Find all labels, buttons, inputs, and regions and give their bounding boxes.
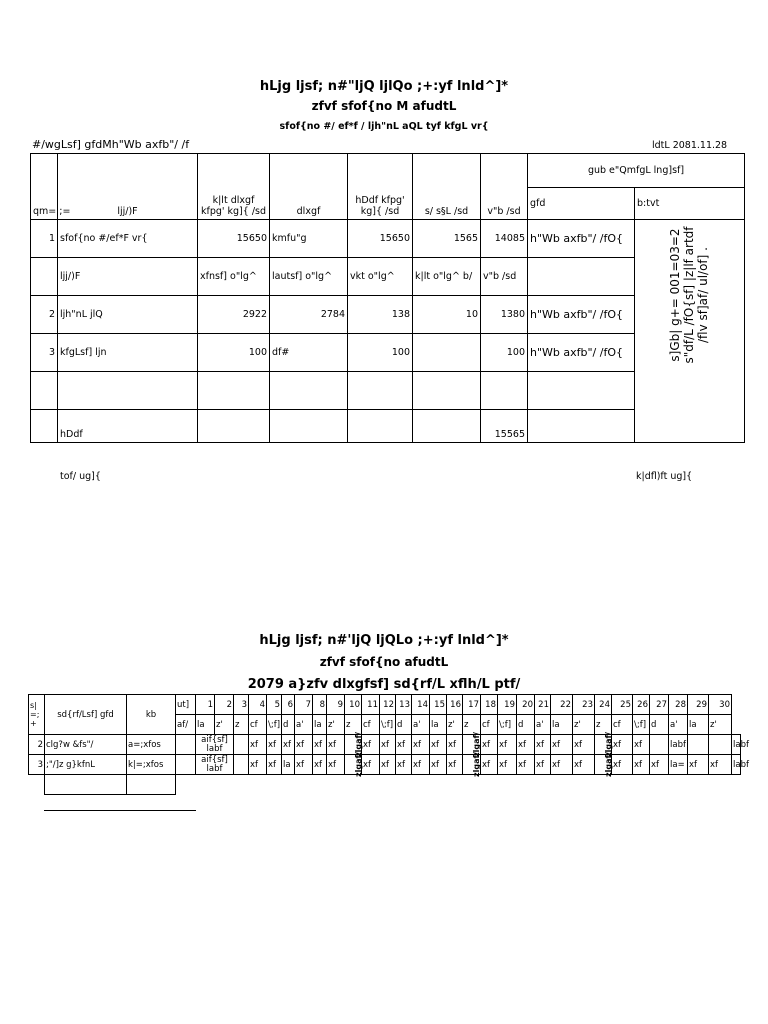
page2-subtitle: zfvf sfof{no afudtL	[319, 655, 449, 669]
day-5: 5	[267, 695, 282, 715]
day-3: 3	[234, 695, 249, 715]
attendance-cell: xf	[447, 755, 463, 775]
attendance-cell: xf	[430, 735, 447, 755]
row5-sn	[31, 372, 58, 410]
weekday-3: z	[234, 715, 249, 735]
row6-month	[270, 410, 348, 443]
attendance-cell: xf	[612, 735, 633, 755]
attendance-cell: labf	[669, 735, 688, 755]
day-18: 18	[481, 695, 498, 715]
day-1: 1	[196, 695, 215, 715]
day-14: 14	[412, 695, 430, 715]
day-12: 12	[380, 695, 396, 715]
row2-month: lautsf] o"lg^	[270, 258, 348, 296]
expense-table	[30, 153, 745, 443]
attendance-cell: xf	[535, 755, 551, 775]
attendance-cell: xf	[412, 755, 430, 775]
attendance-cell: xf	[688, 755, 709, 775]
row2-tax: k|lt o"lg^ b/	[413, 258, 481, 296]
attendance-cell: xf	[573, 755, 595, 775]
day-17: 17	[463, 695, 481, 715]
employee-post: a=;xfos	[127, 735, 176, 755]
attendance-cell: la	[282, 755, 295, 775]
page1-title: hLjg ljsf; n#"ljQ ljlQo ;+:yf lnld^]*	[259, 79, 509, 94]
row3-name: h"Wb axfb"/ /fO{	[528, 296, 635, 334]
employee-row	[29, 755, 741, 775]
total-label: hDdf	[58, 410, 198, 443]
row1-total: 15650	[348, 220, 413, 258]
attendance-cell: xf	[295, 755, 313, 775]
employee-name: ;"/]z g}kfnL	[45, 755, 127, 775]
attendance-cell: xf	[481, 755, 498, 775]
row2-agreed: xfnsf] o"lg^	[198, 258, 270, 296]
weekday-20: d	[517, 715, 535, 735]
row3-tax: 10	[413, 296, 481, 334]
row1-sn: 1	[31, 220, 58, 258]
row5-total	[348, 372, 413, 410]
attendance-cell: xf	[396, 735, 412, 755]
day-25: 25	[612, 695, 633, 715]
weekday-15: la	[430, 715, 447, 735]
weekday-7: a'	[295, 715, 313, 735]
row4-agreed: 100	[198, 334, 270, 372]
row3-month: 2784	[270, 296, 348, 334]
page1-subtitle: zfvf sfof{no M afudtL	[311, 99, 457, 113]
day-6: 6	[282, 695, 295, 715]
day-30: 30	[709, 695, 732, 715]
day-22: 22	[551, 695, 573, 715]
weekday-14: a'	[412, 715, 430, 735]
row1-agreed: 15650	[198, 220, 270, 258]
attendance-cell: xf	[295, 735, 313, 755]
day-28: 28	[669, 695, 688, 715]
row6-total	[348, 410, 413, 443]
attendance-cell: xf	[327, 755, 345, 775]
saturday-label: zlgaf/	[353, 751, 363, 777]
spacer	[176, 775, 732, 795]
attendance-cell: xf	[282, 735, 295, 755]
row5-net	[481, 372, 528, 410]
employee-sn: 3	[29, 755, 45, 775]
row4-total: 100	[348, 334, 413, 372]
attendance-heading: 2079 a}zfv dlxgfsf] sd{rf/L xflh/L ptf/	[247, 677, 521, 692]
holiday-cell	[176, 735, 196, 755]
underline	[44, 810, 196, 811]
row5-agreed	[198, 372, 270, 410]
weekday-12: \;f]	[380, 715, 396, 735]
page1-subheading: sfof{no #/ ef*f / ljh"nL aQL tyf kfgL vr{	[279, 121, 489, 132]
day-26: 26	[633, 695, 650, 715]
saturday-label: zlgaf/	[471, 731, 481, 757]
day-16: 16	[447, 695, 463, 715]
saturday-cell	[595, 751, 613, 777]
attendance-cell: xf	[551, 735, 573, 755]
weekday-17: z	[463, 715, 481, 735]
prepared-by-label: tof/ ug]{	[60, 471, 101, 482]
row1-tax: 1565	[413, 220, 481, 258]
weekday-5: \;f]	[267, 715, 282, 735]
header-net: v"b /sd	[481, 154, 528, 220]
attendance-cell: xf	[498, 735, 517, 755]
attendance-cell: xf	[313, 735, 327, 755]
attendance-cell	[234, 755, 249, 775]
row3-agreed: 2922	[198, 296, 270, 334]
leave-cell: aif{sf] labf	[196, 755, 234, 775]
saturday-label: zlgaf/	[603, 731, 613, 757]
weekday-21: a'	[535, 715, 551, 735]
attendance-cell: xf	[447, 735, 463, 755]
header-month: dlxgf	[270, 154, 348, 220]
attendance-cell: xf	[362, 735, 380, 755]
day-19: 19	[498, 695, 517, 715]
employee-name: clg?w &fs"/	[45, 735, 127, 755]
row1-net: 14085	[481, 220, 528, 258]
day-2: 2	[215, 695, 234, 715]
blank-name-cell	[45, 775, 127, 795]
employee-post: k|=;xfos	[127, 755, 176, 775]
attendance-cell	[650, 735, 669, 755]
weekday-11: cf	[362, 715, 380, 735]
header-subject: ljj/)F	[58, 154, 198, 220]
day-9: 9	[327, 695, 345, 715]
attendance-cell: xf	[551, 755, 573, 775]
spacer	[29, 775, 45, 795]
attendance-cell: xf	[396, 755, 412, 775]
row6-agreed	[198, 410, 270, 443]
attendance-cell: xf	[633, 735, 650, 755]
header-post: kb	[127, 695, 176, 735]
row4-sn: 3	[31, 334, 58, 372]
attendance-cell: xf	[517, 735, 535, 755]
row2-name	[528, 258, 635, 296]
weekday-13: d	[396, 715, 412, 735]
weekday-28: a'	[669, 715, 688, 735]
row2-net: v"b /sd	[481, 258, 528, 296]
attendance-cell: xf	[267, 735, 282, 755]
attendance-cell: xf	[412, 735, 430, 755]
header-serial: qm= ;=	[31, 154, 58, 220]
weekday-18: cf	[481, 715, 498, 735]
saturday-label: zlgaf/	[471, 751, 481, 777]
day-11: 11	[362, 695, 380, 715]
weekday-1: la	[196, 715, 215, 735]
header-agreed: k|lt dlxgf kfpg' kg]{ /sd	[198, 154, 270, 220]
row3-net: 1380	[481, 296, 528, 334]
weekday-24: z	[595, 715, 612, 735]
day-10: 10	[345, 695, 362, 715]
row1-subject: sfof{no #/ef*F vr{	[58, 220, 198, 258]
day-4: 4	[249, 695, 267, 715]
day-15: 15	[430, 695, 447, 715]
row4-subject: kfgLsf] ljn	[58, 334, 198, 372]
row1-name: h"Wb axfb"/ /fO{	[528, 220, 635, 258]
attendance-cell: xf	[430, 755, 447, 775]
header-employee-name: sd{rf/Lsf] gfd	[45, 695, 127, 735]
day-8: 8	[313, 695, 327, 715]
blank-post-cell	[127, 775, 176, 795]
attendance-cell: xf	[650, 755, 669, 775]
day-24: 24	[595, 695, 612, 715]
weekday-4: cf	[249, 715, 267, 735]
weekday-27: d	[650, 715, 669, 735]
attendance-cell: xf	[380, 735, 396, 755]
attendance-cell: xf	[517, 755, 535, 775]
row4-tax	[413, 334, 481, 372]
day-20: 20	[517, 695, 535, 715]
attendance-cell: labf	[732, 735, 741, 755]
row2-total: vkt o"lg^	[348, 258, 413, 296]
header-total-due: hDdf kfpg' kg]{ /sd	[348, 154, 413, 220]
attendance-cell: la=	[669, 755, 688, 775]
attendance-cell: xf	[612, 755, 633, 775]
attendance-cell	[688, 735, 709, 755]
grand-total: 15565	[481, 410, 528, 443]
row6-sn	[31, 410, 58, 443]
row6-name	[528, 410, 635, 443]
attendance-cell: xf	[535, 735, 551, 755]
row3-sn: 2	[31, 296, 58, 334]
weekday-16: z'	[447, 715, 463, 735]
leave-cell: aif{sf] labf	[196, 735, 234, 755]
saturday-cell	[345, 751, 363, 777]
header-holiday: ut]	[176, 695, 196, 715]
row2-sn	[31, 258, 58, 296]
attendance-cell: labf	[732, 755, 741, 775]
page2-title: hLjg ljsf; n#'ljQ ljQLo ;+:yf lnld^]*	[259, 633, 509, 648]
attendance-cell: xf	[380, 755, 396, 775]
day-7: 7	[295, 695, 313, 715]
row1-month: kmfu"g	[270, 220, 348, 258]
row3-subject: ljh"nL jlQ	[58, 296, 198, 334]
weekday-10: z	[345, 715, 362, 735]
weekday-2: z'	[215, 715, 234, 735]
weekday-9: z'	[327, 715, 345, 735]
weekday-29: la	[688, 715, 709, 735]
day-29: 29	[688, 695, 709, 715]
header-holiday-sub: af/	[176, 715, 196, 735]
row4-name: h"Wb axfb"/ /fO{	[528, 334, 635, 372]
weekday-19: \;f]	[498, 715, 517, 735]
header-sn: s| =; +	[29, 695, 45, 735]
attendance-cell: xf	[633, 755, 650, 775]
attendance-cell: xf	[709, 755, 732, 775]
day-13: 13	[396, 695, 412, 715]
row2-subject: ljj/)F	[58, 258, 198, 296]
day-23: 23	[573, 695, 595, 715]
weekday-6: d	[282, 715, 295, 735]
row5-name	[528, 372, 635, 410]
row4-month: df#	[270, 334, 348, 372]
day-27: 27	[650, 695, 669, 715]
attendance-cell: xf	[362, 755, 380, 775]
attendance-cell: xf	[481, 735, 498, 755]
header-tax: s/ s§L /sd	[413, 154, 481, 220]
weekday-30: z'	[709, 715, 732, 735]
header-name: gfd	[528, 188, 635, 220]
holiday-cell	[176, 755, 196, 775]
weekday-25: cf	[612, 715, 633, 735]
employee-sn: 2	[29, 735, 45, 755]
attendance-cell: xf	[249, 735, 267, 755]
date-label: ldtL 2081.11.28	[652, 140, 728, 151]
weekday-22: la	[551, 715, 573, 735]
attendance-cell: xf	[327, 735, 345, 755]
attendance-table	[28, 694, 749, 795]
row3-total: 138	[348, 296, 413, 334]
day-21: 21	[535, 695, 551, 715]
attendance-cell: xf	[498, 755, 517, 775]
employee-row	[29, 735, 741, 755]
row5-month	[270, 372, 348, 410]
attendance-cell: xf	[573, 735, 595, 755]
landlord-label: #/wgLsf] gfdMh"Wb axfb"/ /f	[32, 138, 190, 151]
saturday-cell	[463, 751, 481, 777]
header-receiver-group: gub e"QmfgL lng]sf]	[528, 154, 745, 188]
row5-subject	[58, 372, 198, 410]
attendance-cell: xf	[267, 755, 282, 775]
saturday-label: zlgaf/	[353, 731, 363, 757]
weekday-26: \;f]	[633, 715, 650, 735]
attendance-cell	[709, 735, 732, 755]
row5-tax	[413, 372, 481, 410]
attendance-cell: xf	[313, 755, 327, 775]
header-signature: b:tvt	[635, 188, 745, 220]
weekday-23: z'	[573, 715, 595, 735]
saturday-label: zlgaf/	[603, 751, 613, 777]
row4-net: 100	[481, 334, 528, 372]
attendance-cell: xf	[249, 755, 267, 775]
weekday-8: la	[313, 715, 327, 735]
row6-tax	[413, 410, 481, 443]
attendance-cell	[234, 735, 249, 755]
approved-by-label: k|dfl)ft ug]{	[636, 471, 693, 482]
